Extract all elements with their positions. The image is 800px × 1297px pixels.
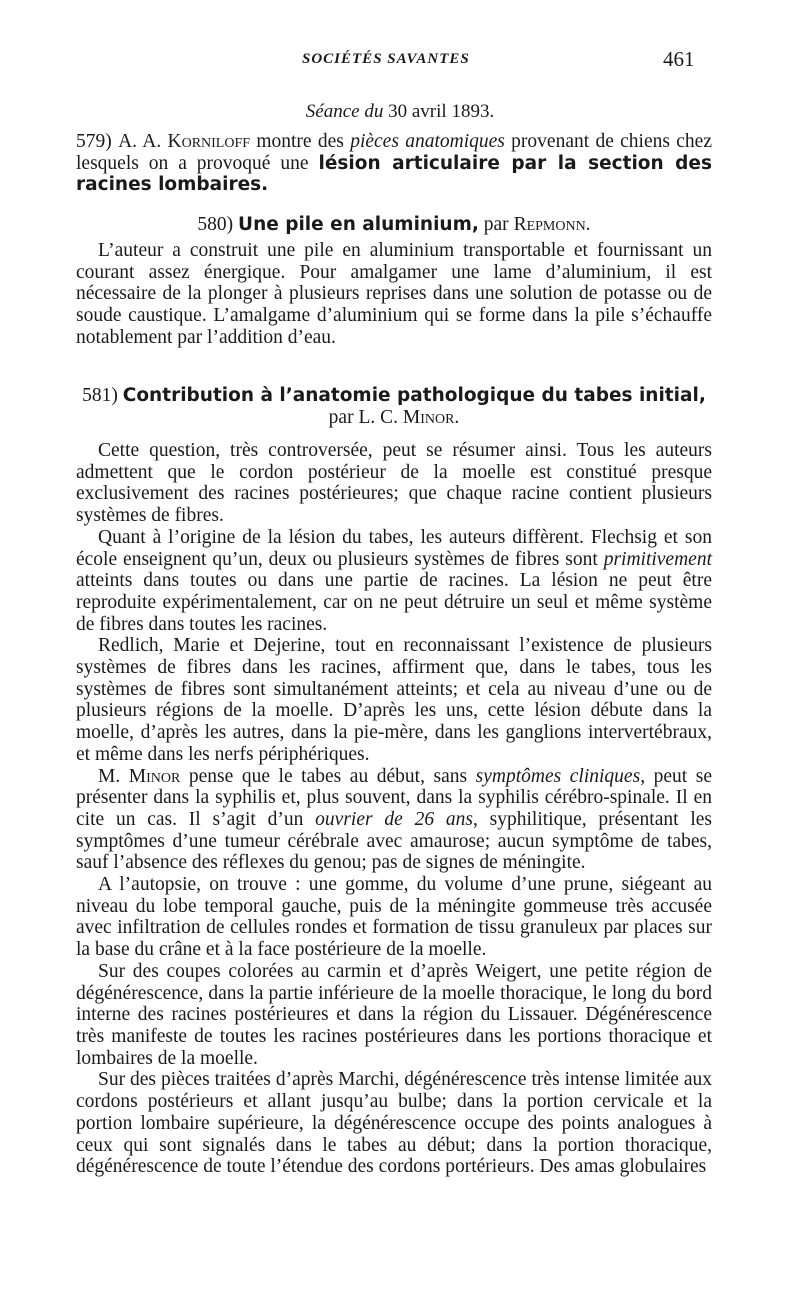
item-581-heading bbox=[76, 385, 712, 428]
item-581-number: 581) bbox=[82, 385, 118, 406]
item-580-author: Repmonn. bbox=[513, 214, 591, 235]
session-label: Séance du bbox=[305, 101, 384, 122]
session-year: 1893. bbox=[451, 101, 495, 122]
item-579 bbox=[76, 131, 712, 196]
item-581-byline bbox=[76, 407, 712, 429]
item-581-par: par L. C. bbox=[328, 406, 403, 428]
p4-italic-2: ouvrier de 26 ans bbox=[315, 808, 473, 830]
p2-text-b: atteints dans toutes ou dans une partie de racines. La lésion ne peut être reproduite expérimentalement, car on ne peut détruire un seul et même système de fibres dans toutes les racines. bbox=[76, 570, 712, 635]
item-579-italic: pièces anatomiques bbox=[350, 131, 505, 152]
p2-italic: primitivement bbox=[603, 548, 712, 570]
p4-text-c: , peut se présenter dans la syphilis et, plus souvent, dans la syphilis cérébro-spinale. Il en cite un cas. Il s’agit d’un bbox=[76, 765, 712, 830]
item-581-body bbox=[76, 440, 712, 1178]
item-580-paragraph: L’auteur a construit une pile en aluminium transportable et fournissant un courant assez énergique. Pour amalgamer une lame d’aluminium, il est nécessaire de la plonger à plusieurs reprises dans une solution de potasse ou de soude caustique. L’amalgame d’aluminium qui se forme dans la pile s’échauffe notablement par l’addition d’eau. bbox=[76, 240, 712, 348]
running-head-title: SOCIÉTÉS SAVANTES bbox=[302, 51, 470, 67]
item-581-paragraph-3: Redlich, Marie et Dejerine, tout en reconnaissant l’existence de plusieurs systèmes de fibres dans les racines, affirment que, dans le tabes, tous les systèmes de fibres sont simultanément atteints; et cela au niveau d’une ou de plusieurs régions de la moelle. D’après les uns, cette lésion débute dans la moelle, d’après les autres, dans la pie-mère, dans les ganglions intervertébraux, et même dans les nerfs périphériques. bbox=[76, 635, 712, 765]
item-581-paragraph-6: Sur des coupes colorées au carmin et d’après Weigert, une petite région de dégénérescence, dans la partie inférieure de la moelle thoracique, le long du bord interne des racines postérieures et dans la région du Lissauer. Dégénérescence très manifeste de toutes les racines postérieures dans les portions thoracique et lombaires de la moelle. bbox=[76, 960, 712, 1069]
item-581-title: Contribution à l’anatomie pathologique du tabes initial, bbox=[122, 385, 706, 406]
page-number: 461 bbox=[663, 47, 695, 71]
item-579-bold: lésion articulaire par la section des racines lombaires. bbox=[76, 152, 712, 196]
item-580-title: Une pile en aluminium, bbox=[238, 214, 479, 235]
p2-text-a: Quant à l’origine de la lésion du tabes, les auteurs diffèrent. Flechsig et son école enseignent qu’un, deux ou plusieurs systèmes de fibres sont bbox=[76, 526, 712, 570]
item-579-number: 579) bbox=[76, 131, 112, 152]
p4-author: Minor bbox=[128, 765, 181, 787]
item-579-paragraph bbox=[76, 131, 712, 196]
p4-text-b: pense que le tabes au début, sans bbox=[180, 765, 476, 787]
session-day: 30 avril bbox=[388, 101, 447, 122]
item-580-title-line bbox=[76, 214, 712, 236]
item-581-title-line bbox=[76, 385, 712, 407]
item-579-author: A. A. Korniloff bbox=[118, 131, 251, 152]
item-581-paragraph-5: A l’autopsie, on trouve : une gomme, du volume d’une prune, siégeant au niveau du lobe temporal gauche, puis de la méningite gommeuse très accusée avec infiltration de cellules rondes et formation de tissu granuleux par places sur la base du crâne et à la face postérieure de la moelle. bbox=[76, 874, 712, 961]
session-heading bbox=[0, 101, 800, 123]
running-head bbox=[0, 47, 800, 73]
item-579-text-a: montre des bbox=[250, 131, 351, 152]
item-580-number: 580) bbox=[197, 214, 234, 235]
p4-text-d: , syphilitique, présentant les symptômes d’une tumeur cérébrale avec amaurose; aucun symptôme de tabes, sauf l’absence des réflexes du genou; pas de signes de méningite. bbox=[76, 808, 712, 874]
item-581-paragraph-4 bbox=[76, 766, 712, 875]
item-581-paragraph-1: Cette question, très controversée, peut se résumer ainsi. Tous les auteurs admettent que le cordon postérieur de la moelle est constitué presque exclusivement des racines postérieures; que chaque racine contient plusieurs systèmes de fibres. bbox=[76, 440, 712, 527]
p4-text-a: M. bbox=[98, 765, 129, 787]
p4-italic-1: symptômes cliniques bbox=[475, 765, 641, 787]
item-581-author: Minor. bbox=[402, 406, 460, 428]
item-579-text-b: provenant de chiens chez lesquels on a provoqué une bbox=[76, 131, 712, 174]
item-580-par: par bbox=[478, 214, 514, 235]
item-580-body bbox=[76, 240, 712, 349]
item-581-paragraph-2 bbox=[76, 527, 712, 636]
item-581-paragraph-7: Sur des pièces traitées d’après Marchi, dégénérescence très intense limitée aux cordons postérieurs et allant jusqu’au bulbe; dans la portion cervicale et la portion lombaire supérieure, la dégénérescence occupe des points analogues à ceux qui sont signalés dans le tabes au début; dans la portion thoracique, dégénérescence de toute l’étendue des cordons portérieurs. Des amas globulaires bbox=[76, 1069, 712, 1178]
item-580-heading bbox=[76, 214, 712, 236]
